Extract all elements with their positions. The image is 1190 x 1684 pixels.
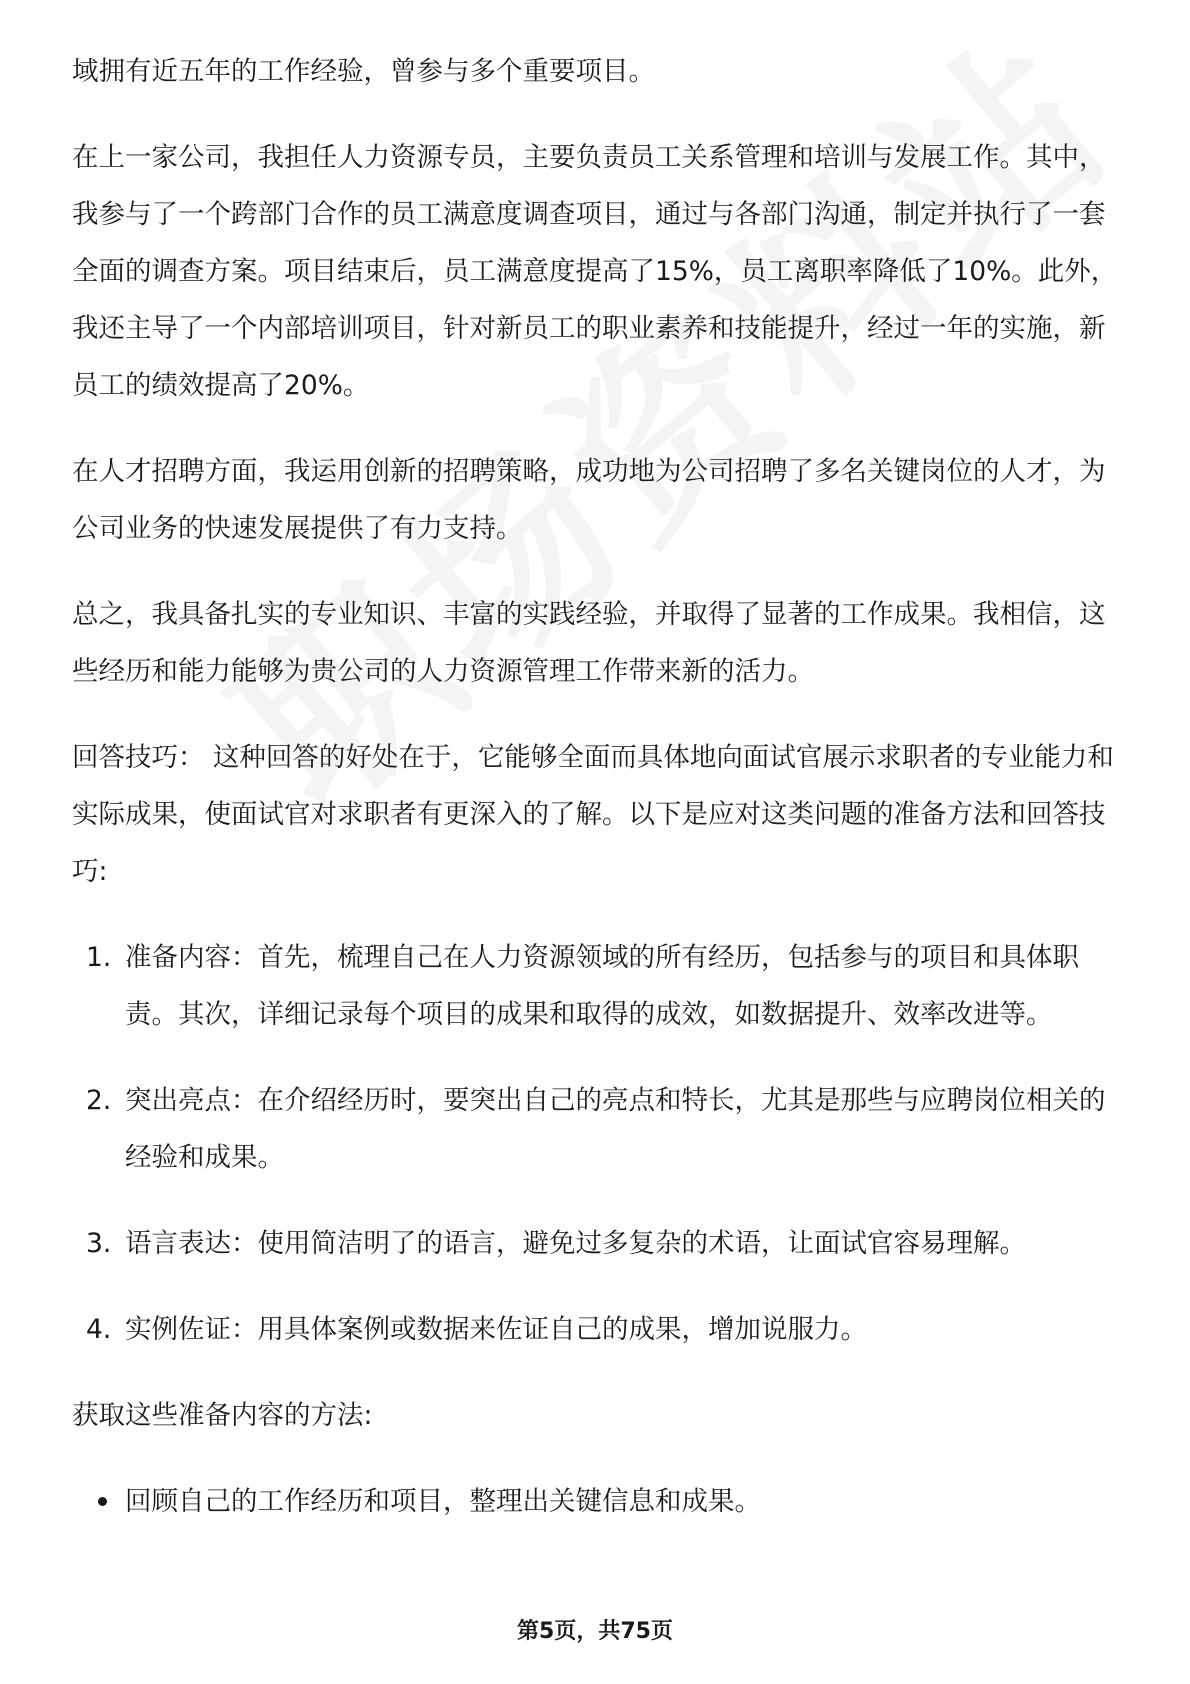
list-number: 2. bbox=[86, 1085, 112, 1116]
paragraph-intro-continued: 域拥有近五年的工作经验，曾参与多个重要项目。 bbox=[72, 56, 655, 87]
tips-list bbox=[72, 929, 1122, 1358]
list-item-text: 突出亮点：在介绍经历时，要突出自己的亮点和特长，尤其是那些与应聘岗位相关的经验和成果。 bbox=[125, 1085, 1106, 1173]
list-item-text: 准备内容：首先，梳理自己在人力资源领域的所有经历，包括参与的项目和具体职责。其次，详细记录每个项目的成果和取得的成效，如数据提升、效率改进等。 bbox=[125, 942, 1079, 1030]
document-body bbox=[72, 43, 1122, 1530]
list-item-text: 语言表达：使用简洁明了的语言，避免过多复杂的术语，让面试官容易理解。 bbox=[125, 1228, 1026, 1259]
paragraph-previous-company: 在上一家公司，我担任人力资源专员，主要负责员工关系管理和培训与发展工作。其中，我参与了一个跨部门合作的员工满意度调查项目，通过与各部门沟通，制定并执行了一套全面的调查方案。项目结束后，员工满意度提高了15%，员工离职率降低了10%。此外，我还主导了一个内部培训项目，针对新员工的职业素养和技能提升，经过一年的实施，新员工的绩效提高了20%。 bbox=[72, 142, 1118, 401]
bullet-icon bbox=[98, 1497, 107, 1506]
paragraph-summary: 总之，我具备扎实的专业知识、丰富的实践经验，并取得了显著的工作成果。我相信，这些经历和能力能够为贵公司的人力资源管理工作带来新的活力。 bbox=[72, 599, 1106, 687]
list-number: 1. bbox=[86, 942, 112, 973]
methods-heading: 获取这些准备内容的方法: bbox=[72, 1400, 373, 1431]
list-item-text: 回顾自己的工作经历和项目，整理出关键信息和成果。 bbox=[125, 1486, 761, 1517]
list-item bbox=[72, 1072, 1122, 1186]
list-item bbox=[72, 1301, 1122, 1358]
list-number: 3. bbox=[86, 1228, 112, 1259]
paragraph-answer-tips: 回答技巧： 这种回答的好处在于，它能够全面而具体地向面试官展示求职者的专业能力和实际成果，使面试官对求职者有更深入的了解。以下是应对这类问题的准备方法和回答技巧: bbox=[72, 742, 1114, 887]
paragraph-recruiting: 在人才招聘方面，我运用创新的招聘策略，成功地为公司招聘了多名关键岗位的人才，为公司业务的快速发展提供了有力支持。 bbox=[72, 456, 1106, 544]
list-number: 4. bbox=[86, 1314, 112, 1345]
list-item bbox=[72, 1215, 1122, 1272]
list-item-text: 实例佐证：用具体案例或数据来佐证自己的成果，增加说服力。 bbox=[125, 1314, 867, 1345]
list-item bbox=[72, 1473, 1122, 1530]
page-number: 第5页，共75页 bbox=[517, 1619, 673, 1644]
methods-list bbox=[72, 1473, 1122, 1530]
list-item bbox=[72, 929, 1122, 1043]
